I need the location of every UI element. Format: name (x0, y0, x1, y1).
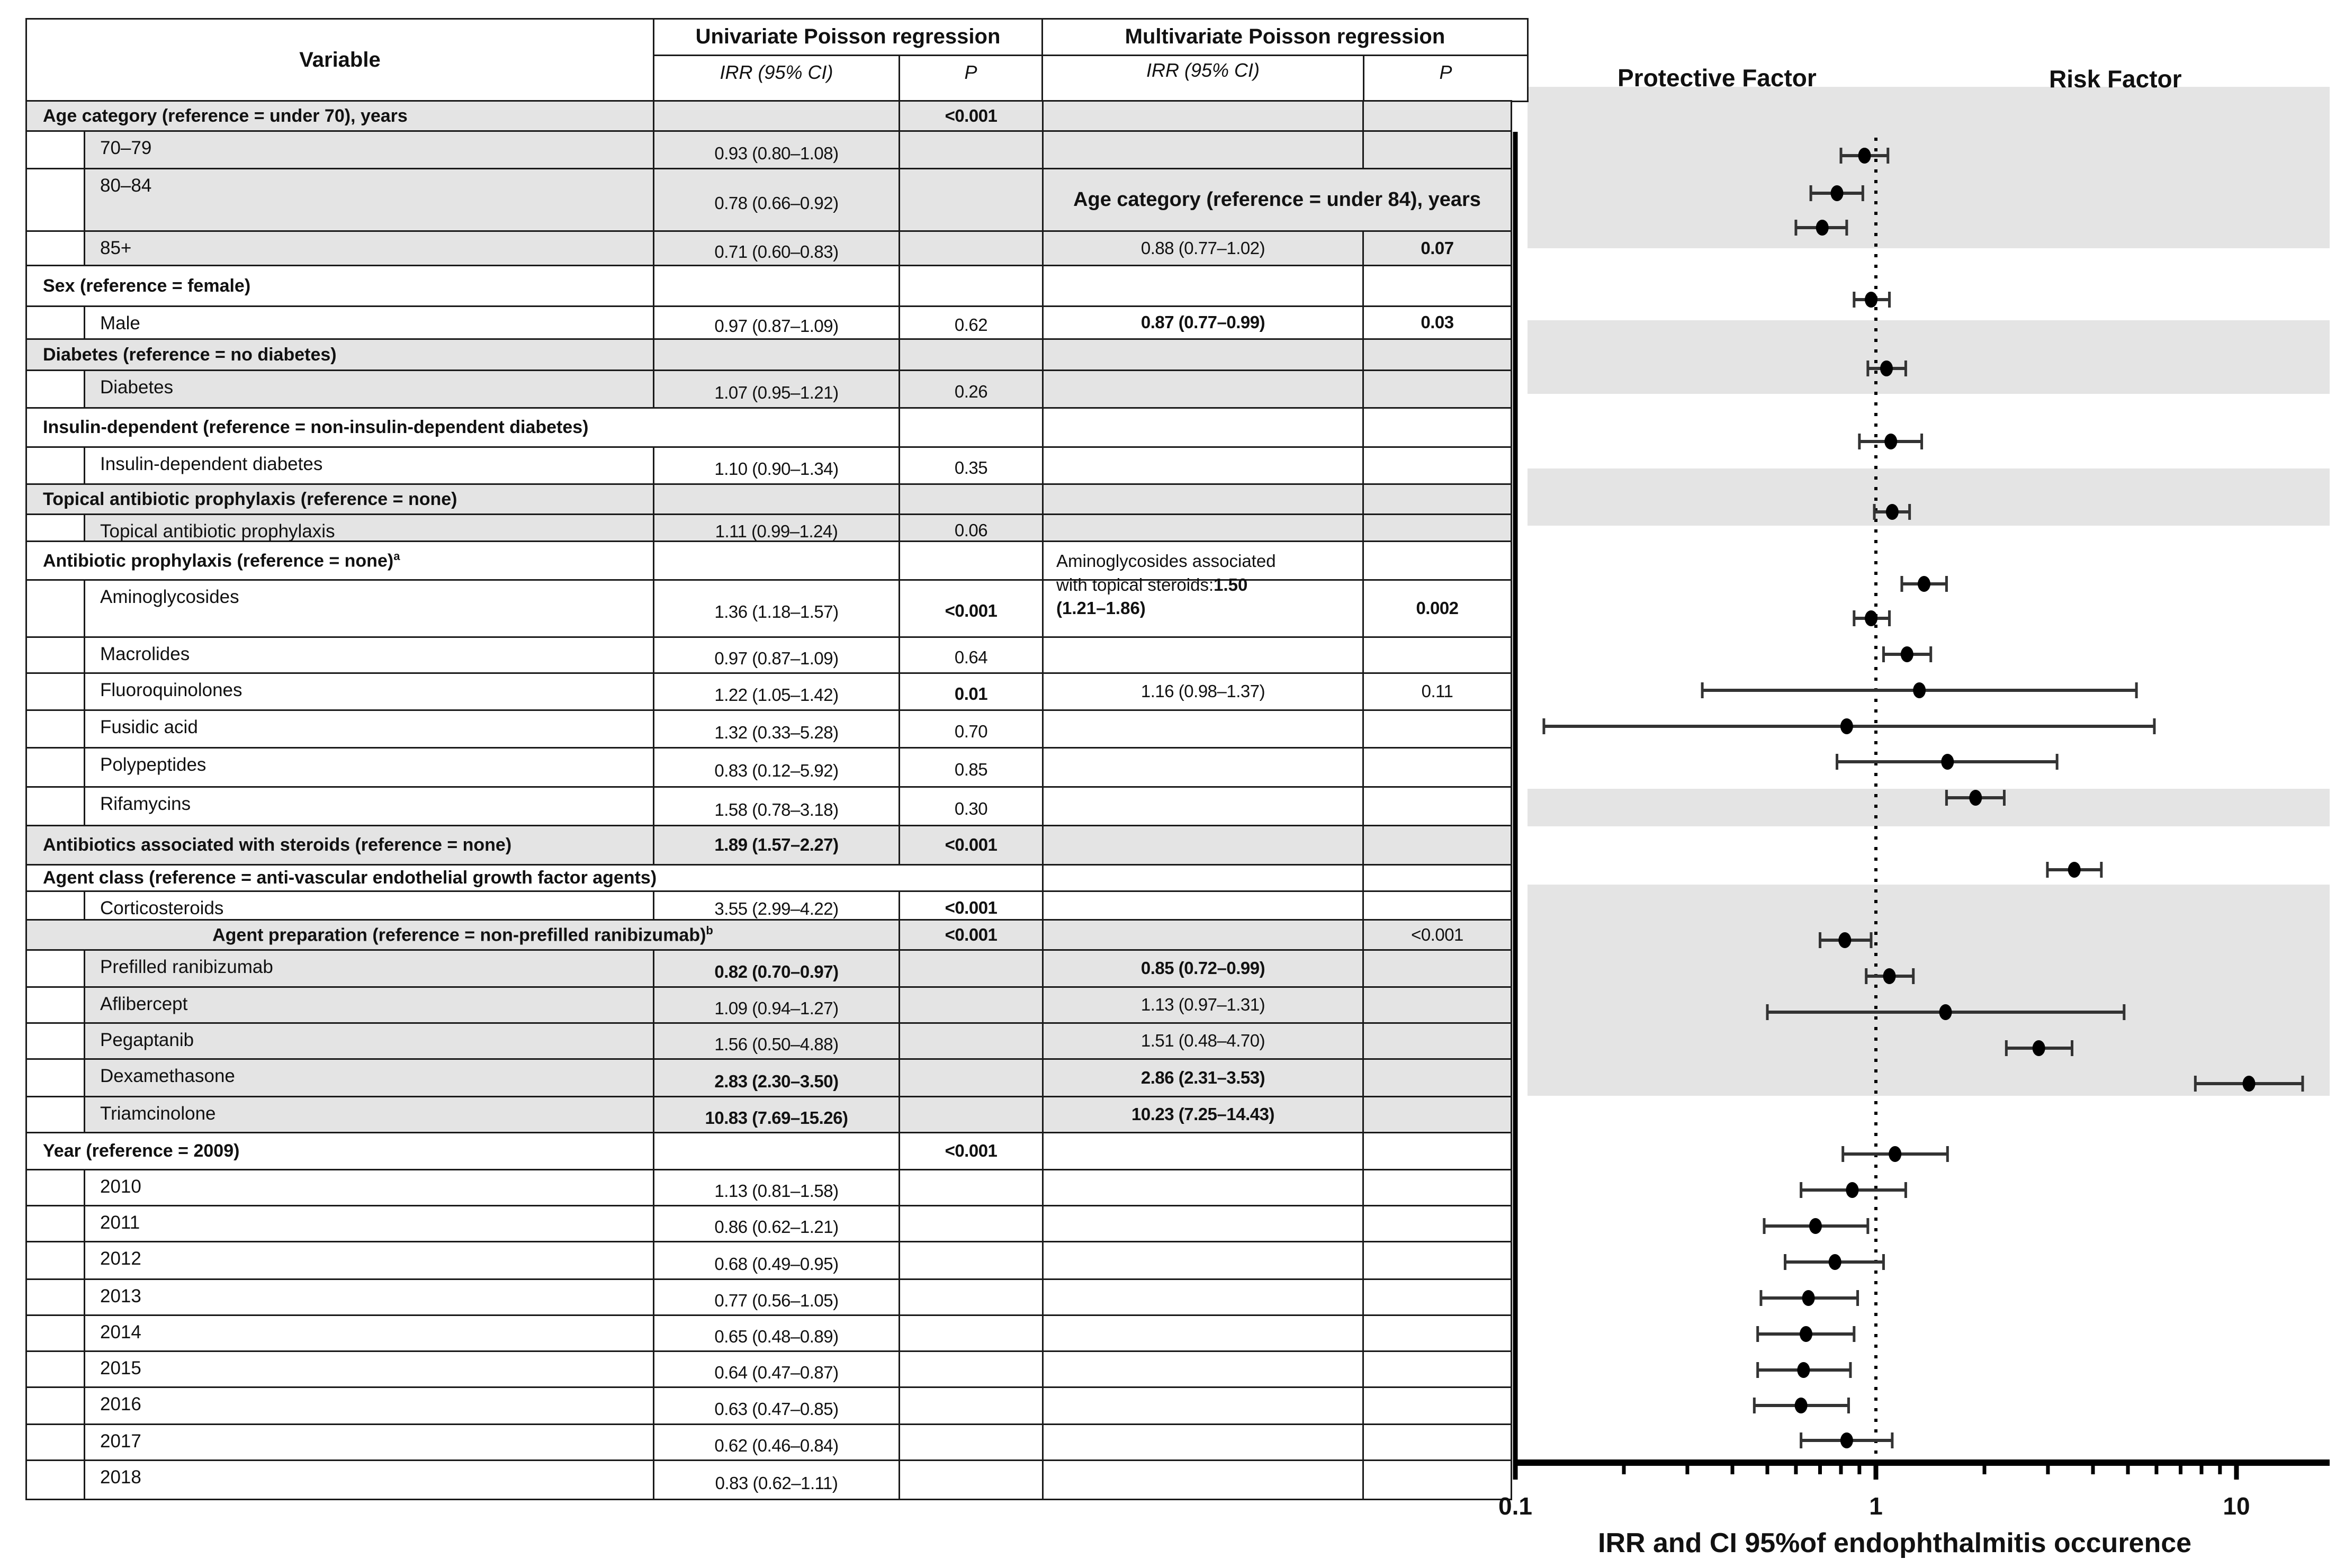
irr-point (1800, 1326, 1812, 1342)
irr-point (2033, 1040, 2045, 1056)
variable-label-text: Insulin-dependent diabetes (100, 454, 323, 474)
group-label-text: Year (reference = 2009) (43, 1141, 240, 1161)
uni-irr-cell-text: 0.65 (0.48–0.89) (714, 1327, 839, 1347)
header-multi-irr: IRR (95% CI) (1041, 55, 1364, 102)
uni-irr-cell-text: 0.97 (0.87–1.09) (714, 316, 839, 336)
variable-label-text: 2018 (100, 1467, 141, 1488)
multi-p-cell-text: 0.002 (1416, 598, 1459, 618)
variable-label-text: Fusidic acid (100, 717, 198, 737)
variable-label-text: 2013 (100, 1286, 141, 1306)
irr-point (1858, 148, 1871, 164)
irr-point (1889, 1146, 1901, 1162)
multi-irr-cell-text: 10.23 (7.25–14.43) (1131, 1104, 1274, 1124)
uni-irr-cell-text: 1.36 (1.18–1.57) (714, 602, 839, 622)
variable-label-text: 2014 (100, 1322, 141, 1342)
uni-irr-cell-text: 0.86 (0.62–1.21) (714, 1217, 839, 1237)
irr-point (1969, 790, 1982, 806)
multi-irr-cell-text: 1.13 (0.97–1.31) (1140, 995, 1265, 1015)
irr-point (1829, 1254, 1841, 1270)
uni-irr-cell-text: 1.07 (0.95–1.21) (714, 382, 839, 402)
uni-p-cell-text: 0.30 (954, 798, 988, 818)
irr-point (2068, 862, 2081, 878)
uni-p-cell-text: <0.001 (945, 898, 998, 918)
variable-label-text: Triamcinolone (100, 1103, 216, 1124)
multi-irr-cell-text: 1.51 (0.48–4.70) (1140, 1031, 1265, 1051)
variable-label-text: Topical antibiotic prophylaxis (100, 521, 335, 542)
irr-point (1816, 220, 1829, 236)
header-multi-p: P (1363, 55, 1529, 102)
multi-p-cell-text: 0.07 (1421, 238, 1454, 258)
uni-irr-cell-text: 0.71 (0.60–0.83) (714, 241, 839, 262)
group-label-text: Agent preparation (reference = non-prefilled ranibizumab)$^b$ (212, 924, 713, 945)
irr-point (1886, 504, 1899, 520)
uni-p-cell-text: <0.001 (945, 105, 998, 125)
variable-label-text: Corticosteroids (100, 898, 224, 918)
variable-label-text: 2016 (100, 1394, 141, 1414)
irr-point (1802, 1290, 1815, 1306)
risk-factor-label: Risk Factor (2049, 65, 2182, 93)
header-multivariate: Multivariate Poisson regression (1041, 18, 1529, 56)
multi-irr-cell-text: 2.86 (2.31–3.53) (1140, 1067, 1265, 1087)
multi-p-cell-text: 0.03 (1421, 312, 1454, 332)
variable-label-text: Polypeptides (100, 754, 206, 775)
uni-irr-cell-text: 2.83 (2.30–3.50) (714, 1071, 839, 1091)
uni-irr-cell-text: 0.93 (0.80–1.08) (714, 143, 839, 163)
irr-point (1797, 1362, 1810, 1378)
irr-point (1846, 1182, 1858, 1198)
variable-label-text: 2015 (100, 1358, 141, 1378)
variable-label-text: Male (100, 313, 140, 334)
uni-p-cell-text: 0.70 (954, 721, 988, 741)
uni-irr-cell-text: 1.09 (0.94–1.27) (714, 998, 839, 1019)
uni-irr-cell-text: 0.62 (0.46–0.84) (714, 1436, 839, 1456)
variable-label-text: 2017 (100, 1431, 141, 1452)
multi-p-cell-text: <0.001 (1411, 924, 1463, 944)
x-tick-label: 1 (1869, 1492, 1883, 1520)
uni-irr-cell-text: 1.56 (0.50–4.88) (714, 1034, 839, 1055)
uni-irr-cell-text: 0.68 (0.49–0.95) (714, 1254, 839, 1274)
x-tick-label: 10 (2223, 1492, 2250, 1520)
note-line-1: Aminoglycosides associated (1056, 551, 1276, 571)
group-label-text: Age category (reference = under 70), years (43, 105, 408, 126)
multi-irr-cell-text: 0.87 (0.77–0.99) (1140, 312, 1265, 332)
irr-point (1795, 1398, 1808, 1413)
uni-irr-cell-text: 1.89 (1.57–2.27) (714, 835, 839, 855)
x-tick-label: 0.1 (1498, 1492, 1532, 1520)
variable-label-text: Pegaptanib (100, 1030, 194, 1050)
irr-point (1865, 292, 1877, 308)
variable-label-text: 80–84 (100, 175, 152, 196)
multi-irr-cell-text: 0.85 (0.72–0.99) (1140, 958, 1265, 978)
uni-irr-cell-text: 0.97 (0.87–1.09) (714, 648, 839, 669)
protective-factor-label: Protective Factor (1618, 64, 1817, 92)
variable-label-text: Macrolides (100, 644, 190, 664)
irr-point (1918, 576, 1930, 592)
uni-p-cell-text: <0.001 (945, 1141, 998, 1161)
irr-point (1809, 1218, 1822, 1234)
irr-point (1840, 1432, 1853, 1448)
uni-p-cell-text: 0.35 (954, 458, 988, 478)
variable-label-text: Aflibercept (100, 994, 188, 1014)
note-ci: (1.21–1.86) (1056, 598, 1146, 618)
multi-irr-cell-text: 0.88 (0.77–1.02) (1140, 238, 1265, 258)
uni-irr-cell-text: 0.83 (0.62–1.11) (715, 1473, 838, 1493)
footnote-marker: a (393, 549, 400, 563)
header-univariate: Univariate Poisson regression (653, 18, 1043, 56)
group-label-text: Agent class (reference = anti-vascular endothelial growth factor agents) (43, 868, 657, 888)
uni-p-cell-text: 0.06 (954, 520, 988, 540)
uni-p-cell-text: 0.64 (954, 647, 988, 668)
group-label-text: Antibiotic prophylaxis (reference = none)$^a$ (43, 549, 400, 571)
variable-label-text: 2010 (100, 1176, 141, 1197)
multi-age-group-label-text: Age category (reference = under 84), years (1073, 188, 1481, 211)
irr-point (1883, 968, 1895, 984)
irr-point (1939, 1004, 1952, 1020)
irr-point (1865, 610, 1877, 626)
footnote-marker: b (706, 924, 713, 938)
variable-label-text: Fluoroquinolones (100, 680, 242, 700)
variable-label-text: 2012 (100, 1248, 141, 1269)
uni-irr-cell-text: 0.77 (0.56–1.05) (714, 1291, 839, 1311)
uni-irr-cell-text: 0.64 (0.47–0.87) (714, 1363, 839, 1383)
header-variable: Variable (25, 18, 654, 102)
uni-irr-cell-text: 10.83 (7.69–15.26) (705, 1108, 848, 1128)
multi-p-cell-text: 0.11 (1421, 681, 1453, 701)
uni-irr-cell-text: 0.78 (0.66–0.92) (714, 193, 839, 213)
uni-irr-cell-text: 0.83 (0.12–5.92) (714, 761, 839, 781)
uni-p-cell-text: <0.001 (945, 835, 998, 855)
header-uni-irr: IRR (95% CI) (653, 55, 900, 102)
variable-label-text: Prefilled ranibizumab (100, 957, 273, 977)
uni-p-cell-text: 0.85 (954, 760, 988, 780)
header-uni-p: P (899, 55, 1043, 102)
uni-irr-cell-text: 1.22 (1.05–1.42) (714, 685, 839, 705)
variable-label-text: Rifamycins (100, 794, 191, 814)
irr-point (1941, 754, 1954, 770)
variable-label-text: 2011 (100, 1212, 140, 1233)
group-label-text: Insulin-dependent (reference = non-insulin-dependent diabetes) (43, 417, 589, 438)
irr-point (1884, 434, 1897, 449)
uni-irr-cell-text: 1.11 (0.99–1.24) (715, 521, 838, 541)
group-label-text: Antibiotics associated with steroids (reference = none) (43, 835, 512, 855)
uni-irr-cell-text: 1.58 (0.78–3.18) (714, 799, 839, 819)
multi-irr-cell-text: 1.16 (0.98–1.37) (1140, 681, 1265, 701)
uni-irr-cell-text: 0.63 (0.47–0.85) (714, 1399, 839, 1419)
group-label-text: Topical antibiotic prophylaxis (reference = none) (43, 489, 457, 509)
irr-point (2243, 1076, 2256, 1092)
uni-p-cell-text: 0.26 (954, 381, 988, 401)
uni-irr-cell-text: 1.32 (0.33–5.28) (714, 722, 839, 742)
group-label-text: Sex (reference = female) (43, 275, 251, 296)
variable-label-text: Dexamethasone (100, 1066, 235, 1086)
irr-point (1838, 932, 1851, 948)
irr-point (1840, 718, 1853, 734)
variable-label-text: Aminoglycosides (100, 587, 239, 607)
variable-label-text: 70–79 (100, 138, 152, 158)
irr-point (1831, 185, 1844, 201)
irr-point (1913, 682, 1926, 698)
variable-label-text: Diabetes (100, 377, 174, 398)
note-line-2: with topical steroids: (1056, 574, 1214, 594)
x-axis-label: IRR and CI 95%of endophthalmitis occurence (1598, 1528, 2192, 1558)
note-value: 1.50 (1214, 574, 1248, 594)
uni-irr-cell-text: 0.82 (0.70–0.97) (714, 962, 839, 982)
uni-irr-cell-text: 1.13 (0.81–1.58) (714, 1181, 839, 1201)
irr-point (1901, 646, 1913, 662)
irr-point (1880, 361, 1893, 376)
group-label-text: Diabetes (reference = no diabetes) (43, 344, 337, 365)
uni-p-cell-text: 0.62 (954, 315, 988, 335)
uni-p-cell-text: <0.001 (945, 924, 998, 944)
uni-irr-cell-text: 1.10 (0.90–1.34) (714, 459, 839, 479)
uni-p-cell-text: <0.001 (945, 601, 998, 621)
uni-irr-cell-text: 3.55 (2.99–4.22) (714, 899, 839, 919)
variable-label-text: 85+ (100, 238, 132, 258)
uni-p-cell-text: 0.01 (954, 684, 988, 704)
